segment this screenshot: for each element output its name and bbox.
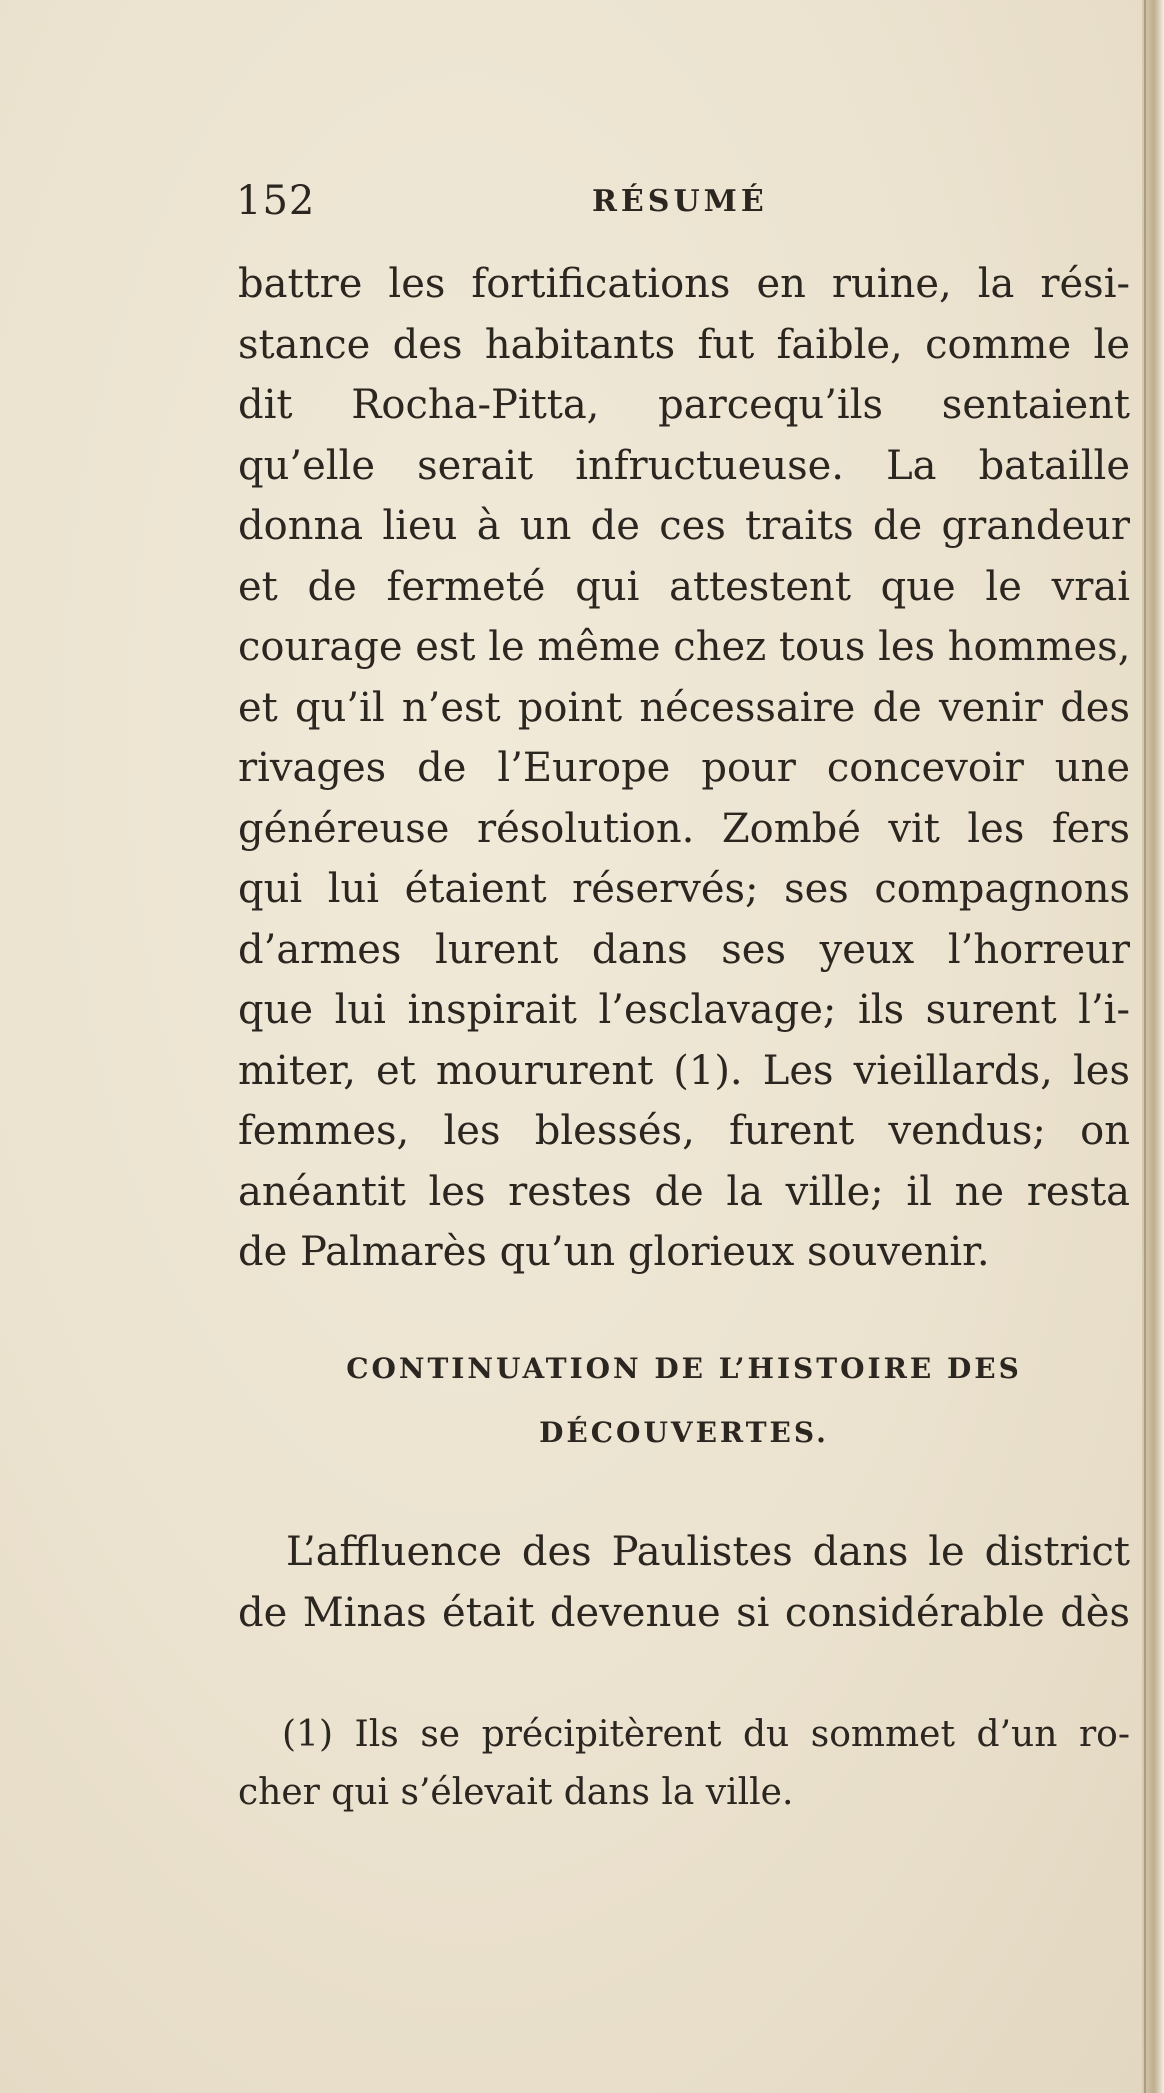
text-line: L’affluence des Paulistes dans le district: [286, 1529, 1130, 1575]
text-line: femmes, les blessés, furent vendus; on: [238, 1108, 1130, 1154]
paragraph-2: [238, 1522, 1130, 1643]
section-heading-line-1: CONTINUATION DE L’HISTOIRE DES: [346, 1352, 1022, 1385]
text-line: que lui inspirait l’esclavage; ils surent l’i-: [238, 987, 1130, 1033]
text-line: de Palmarès qu’un glorieux souvenir.: [238, 1229, 990, 1275]
text-line: dit Rocha-Pitta, parcequ’ils sentaient: [238, 382, 1130, 428]
text-line: miter, et moururent (1). Les vieillards, les: [238, 1047, 1130, 1094]
page-header: [236, 178, 1136, 238]
text-line: et de fermeté qui attestent que le vrai: [238, 563, 1130, 610]
text-line: de Minas était devenue si considérable dès: [238, 1589, 1130, 1636]
footnote-line: (1) Ils se précipitèrent du sommet d’un ro-: [282, 1714, 1130, 1755]
text-line: anéantit les restes de la ville; il ne resta: [238, 1168, 1130, 1215]
text-line: courage est le même chez tous les hommes,: [238, 624, 1131, 670]
footnote-line: cher qui s’élevait dans la ville.: [238, 1772, 794, 1813]
text-line: d’armes lurent dans ses yeux l’horreur: [238, 926, 1130, 973]
paragraph-1: [238, 254, 1130, 1283]
text-line: battre les fortifications en ruine, la rési-: [238, 261, 1130, 307]
page-edge-line: [1144, 0, 1146, 2093]
section-heading-line-2: DÉCOUVERTES.: [539, 1416, 829, 1449]
footnote: [238, 1706, 1130, 1822]
text-line: rivages de l’Europe pour concevoir une: [238, 745, 1130, 791]
text-line: qu’elle serait infructueuse. La bataille: [238, 442, 1130, 489]
page-number: 152: [236, 178, 316, 224]
text-line: stance des habitants fut faible, comme le: [238, 321, 1130, 368]
running-title: RÉSUMÉ: [592, 184, 768, 219]
text-line: généreuse résolution. Zombé vit les fers: [238, 805, 1130, 852]
text-line: qui lui étaient réservés; ses compagnons: [238, 866, 1130, 912]
text-line: donna lieu à un de ces traits de grandeur: [238, 503, 1130, 549]
text-line: et qu’il n’est point nécessaire de venir des: [238, 684, 1130, 731]
